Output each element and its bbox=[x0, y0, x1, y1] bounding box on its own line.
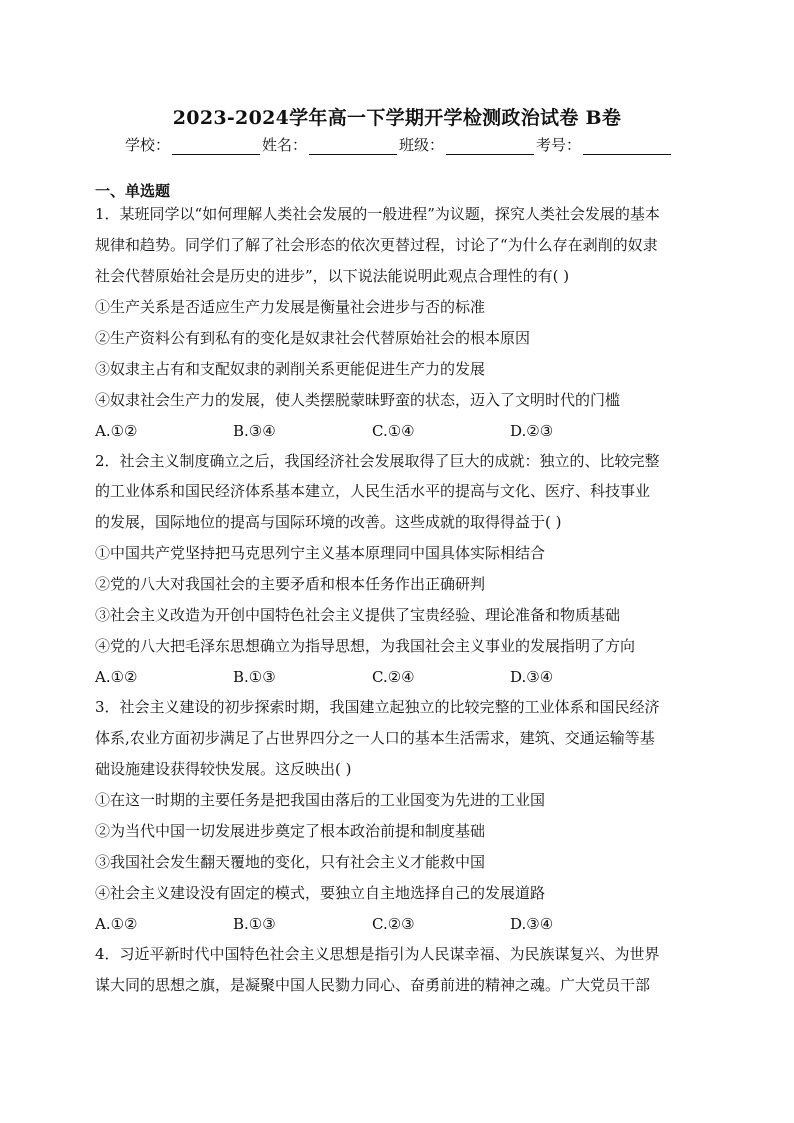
number-blank[interactable] bbox=[583, 138, 671, 155]
question-1-option-a[interactable]: A.①② bbox=[95, 422, 138, 440]
exam-title: 2023-2024学年高一下学期开学检测政治试卷 B卷 bbox=[172, 107, 622, 129]
question-3-option-b[interactable]: B.①③ bbox=[233, 915, 276, 933]
school-blank[interactable] bbox=[172, 138, 260, 155]
number-label: 考号： bbox=[536, 136, 582, 154]
question-3-item: ①在这一时期的主要任务是把我国由落后的工业国变为先进的工业国 bbox=[95, 791, 546, 809]
number-field bbox=[536, 134, 673, 155]
question-3-item: ③我国社会发生翻天覆地的变化，只有社会主义才能救中国 bbox=[95, 853, 486, 871]
section-heading: 一、单选题 bbox=[95, 182, 171, 200]
question-2-stem-line: 2．社会主义制度确立之后，我国经济社会发展取得了巨大的成就：独立的、比较完整 bbox=[95, 452, 660, 470]
class-label: 班级： bbox=[399, 136, 445, 154]
name-blank[interactable] bbox=[309, 138, 397, 155]
question-3-stem-line: 础设施建设获得较快发展。这反映出( ) bbox=[95, 760, 352, 778]
question-1-item: ①生产关系是否适应生产力发展是衡量社会进步与否的标准 bbox=[95, 298, 486, 316]
question-3-option-c[interactable]: C.②③ bbox=[372, 915, 415, 933]
question-1-stem-line: 规律和趋势。同学们了解了社会形态的依次更替过程，讨论了“为什么存在剥削的奴隶 bbox=[95, 236, 658, 254]
class-blank[interactable] bbox=[446, 138, 534, 155]
question-2-stem-line: 的工业体系和国民经济体系基本建立，人民生活水平的提高与文化、医疗、科技事业 bbox=[95, 482, 651, 500]
name-field bbox=[262, 134, 399, 155]
student-info-row bbox=[125, 134, 673, 155]
question-3-stem-line: 3．社会主义建设的初步探索时期，我国建立起独立的比较完整的工业体系和国民经济 bbox=[95, 698, 660, 716]
question-1-option-b[interactable]: B.③④ bbox=[233, 422, 276, 440]
school-field bbox=[125, 134, 262, 155]
question-1-option-c[interactable]: C.①④ bbox=[372, 422, 415, 440]
class-field bbox=[399, 134, 536, 155]
question-1-stem-line: 1．某班同学以“如何理解人类社会发展的一般进程”为议题，探究人类社会发展的基本 bbox=[95, 205, 660, 223]
question-2-option-d[interactable]: D.③④ bbox=[510, 668, 554, 686]
question-2-item: ③社会主义改造为开创中国特色社会主义提供了宝贵经验、理论准备和物质基础 bbox=[95, 606, 621, 624]
question-1-stem-line: 社会代替原始社会是历史的进步”，以下说法能说明此观点合理性的有( ) bbox=[95, 267, 570, 285]
question-2-option-a[interactable]: A.①② bbox=[95, 668, 138, 686]
question-2-option-c[interactable]: C.②④ bbox=[372, 668, 415, 686]
name-label: 姓名： bbox=[262, 136, 308, 154]
question-2-item: ②党的八大对我国社会的主要矛盾和根本任务作出正确研判 bbox=[95, 575, 486, 593]
question-4-stem-line: 4．习近平新时代中国特色社会主义思想是指引为人民谋幸福、为民族谋复兴、为世界 bbox=[95, 945, 660, 963]
school-label: 学校： bbox=[125, 136, 171, 154]
question-2-option-b[interactable]: B.①③ bbox=[233, 668, 276, 686]
question-3-option-a[interactable]: A.①② bbox=[95, 915, 138, 933]
question-3-stem-line: 体系,农业方面初步满足了占世界四分之一人口的基本生活需求，建筑、交通运输等基 bbox=[95, 729, 655, 747]
question-2-item: ④党的八大把毛泽东思想确立为指导思想，为我国社会主义事业的发展指明了方向 bbox=[95, 637, 636, 655]
question-3-item: ④社会主义建设没有固定的模式，要独立自主地选择自己的发展道路 bbox=[95, 884, 546, 902]
question-3-option-d[interactable]: D.③④ bbox=[510, 915, 554, 933]
question-1-item: ②生产资料公有到私有的变化是奴隶社会代替原始社会的根本原因 bbox=[95, 329, 531, 347]
question-1-option-d[interactable]: D.②③ bbox=[510, 422, 554, 440]
question-3-item: ②为当代中国一切发展进步奠定了根本政治前提和制度基础 bbox=[95, 822, 486, 840]
question-1-item: ③奴隶主占有和支配奴隶的剥削关系更能促进生产力的发展 bbox=[95, 360, 486, 378]
question-2-stem-line: 的发展，国际地位的提高与国际环境的改善。这些成就的取得得益于( ) bbox=[95, 513, 562, 531]
question-4-stem-line: 谋大同的思想之旗，是凝聚中国人民勠力同心、奋勇前进的精神之魂。广大党员干部 bbox=[95, 976, 651, 994]
question-2-item: ①中国共产党坚持把马克思列宁主义基本原理同中国具体实际相结合 bbox=[95, 544, 546, 562]
question-1-item: ④奴隶社会生产力的发展，使人类摆脱蒙昧野蛮的状态，迈入了文明时代的门槛 bbox=[95, 391, 621, 409]
